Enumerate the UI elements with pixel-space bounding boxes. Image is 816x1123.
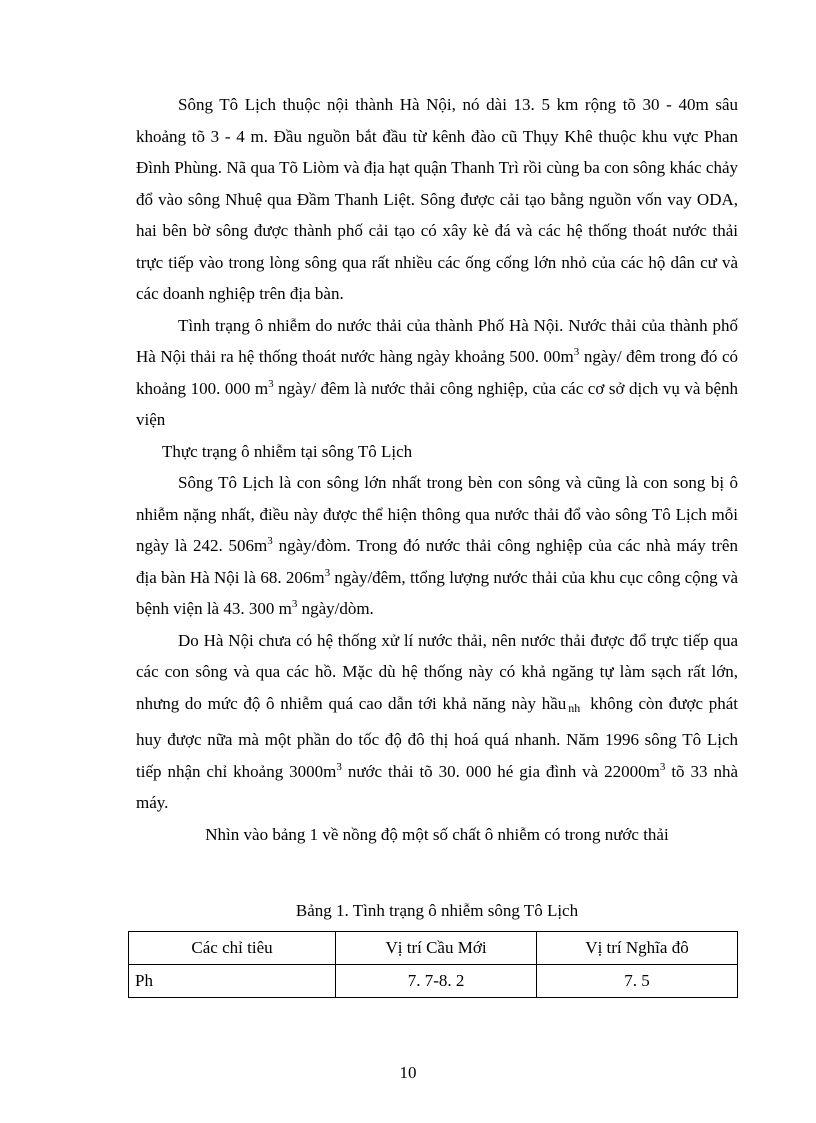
superscript: 3 xyxy=(324,566,331,579)
header-cell: Vị trí Nghĩa đô xyxy=(537,932,738,965)
text-run: tõ 33 nhà máy. xyxy=(136,761,738,812)
superscript: 3 xyxy=(291,598,298,610)
text-run: ngày/ đêm là nước thải công nghiệp, của các cơ sở dịch vụ và bệnh viện xyxy=(136,378,738,429)
table-cell: 7. 7-8. 2 xyxy=(336,965,537,998)
table-caption: Bảng 1. Tình trạng ô nhiễm sông Tô Lịch xyxy=(295,901,579,920)
body-text xyxy=(136,89,738,850)
header-cell: Các chỉ tiêu xyxy=(129,932,336,965)
paragraph-pollution-status xyxy=(136,310,738,436)
superscript: 3 xyxy=(336,760,342,773)
table-cell: 7. 5 xyxy=(537,965,738,998)
superscript: 3 xyxy=(659,760,666,773)
text-run: nước thải tõ 30. 000 hé gia đình và 22000m xyxy=(341,761,660,781)
superscript: 3 xyxy=(573,346,580,358)
text-run: ngày/ đêm trong đó có khoảng 100. 000 m xyxy=(136,347,739,398)
text-run: Sông Tô Lịch là con sông lớn nhất trong bèn con sông và cũng là con song bị ô nhiễm nặng nhất, điều này được thể hiện thông qua nước thải đổ vào sông Tô Lịch mỗi ngày là 242. 506m xyxy=(136,473,738,555)
paragraph-text: Nhìn vào bảng 1 về nồng độ một số chất ô nhiễm có trong nước thải xyxy=(205,824,669,844)
superscript: 3 xyxy=(267,535,273,547)
pollution-table xyxy=(128,931,738,998)
table-cell: Ph xyxy=(129,965,336,998)
paragraph-wastewater-volume xyxy=(136,467,738,625)
paragraph-to-lich-overview xyxy=(136,89,738,310)
page-number: 10 xyxy=(399,1063,417,1080)
heading-text: Thực trạng ô nhiễm tại sông Tô Lịch xyxy=(162,441,413,461)
table-header-row xyxy=(129,932,738,965)
paragraph-text: Sông Tô Lịch thuộc nội thành Hà Nội, nó dài 13. 5 km rộng tõ 30 - 40m sâu khoảng tõ 3 - 4 m. Đầu nguồn bắt đầu từ kênh đào cũ Thụy Khê thuộc khu vực Phan Đình Phùng. Nã qua Tõ Liòm và địa hạt quận Thanh Trì rồi cùng ba con sông khác chảy đổ vào sông Nhuệ qua Đầm Thanh Liệt. Sông được cải tạo bằng nguồn vốn vay ODA, hai bên bờ sông được thành phố cải tạo có xây kè đá và các hệ thống thoát nước thải trực tiếp vào trong lòng sông qua rất nhiều các ống cống lớn nhỏ của các hộ dân cư và các doanh nghiệp trên địa bàn. xyxy=(136,95,738,303)
header-cell: Vị trí Cầu Mới xyxy=(336,932,537,965)
text-run: Do Hà Nội chưa có hệ thống xử lí nước thải, nên nước thải được đổ trực tiếp qua các con sông và qua các hồ. Mặc dù hệ thống này có khả ngăng tự làm sạch rất lớn, nhưng do mức độ ô nhiễm quá cao dẫn tới khả năng này hầu xyxy=(136,630,738,713)
text-run: ngày/đêm, ttổng lượng nước thải của khu cục công cộng và bệnh viện là 43. 300 m xyxy=(136,567,738,618)
text-run: không còn được phát huy được nữa mà một phần do tốc độ đô thị hoá quá nhanh. Năm 1996 sông Tô Lịch tiếp nhận chỉ khoảng 3000m xyxy=(136,693,738,781)
text-run: Tình trạng ô nhiễm do nước thải của thành Phố Hà Nội. Nước thải của thành phố Hà Nội thải ra hệ thống thoát nước hàng ngày khoảng 500. 00m xyxy=(136,315,738,366)
superscript: 3 xyxy=(268,377,274,390)
stray-subscript: nh xyxy=(568,700,581,715)
paragraph-no-treatment xyxy=(136,625,738,819)
table-row xyxy=(129,965,738,998)
section-heading xyxy=(136,436,738,468)
paragraph-table-intro xyxy=(136,819,738,851)
text-run: ngày/dòm. xyxy=(297,599,374,618)
text-run: ngày/đòm. Trong đó nước thải công nghiệp của các nhà máy trên địa bàn Hà Nội là 68. 206m xyxy=(136,536,738,587)
